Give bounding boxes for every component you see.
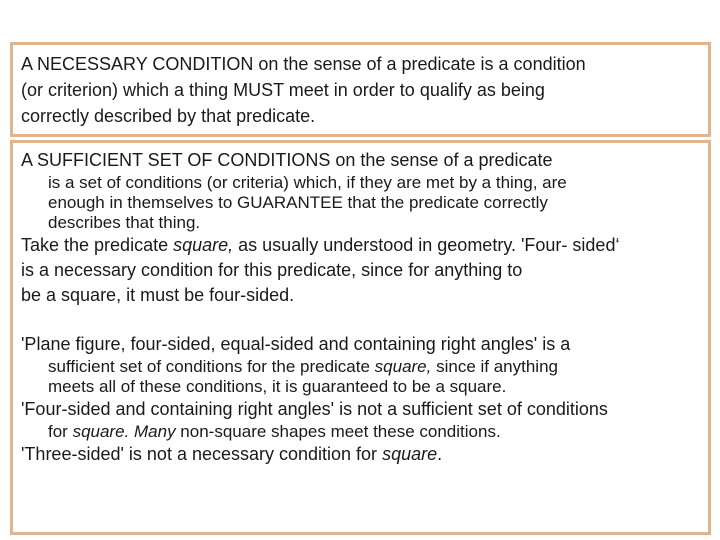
three-line-post: . [437, 444, 443, 464]
example-line-1-em: square, [173, 235, 234, 255]
necessary-line-1: A NECESSARY CONDITION on the sense of a predicate is a condition [21, 54, 586, 74]
four-line-2-pre: for [48, 422, 73, 441]
sufficient-conditions-box [10, 140, 711, 535]
three-line [21, 442, 700, 467]
three-line-pre: 'Three-sided' is not a necessary condition for [21, 444, 383, 464]
plane-line-2 [21, 357, 700, 377]
four-line-2 [21, 422, 700, 442]
sufficient-title: A SUFFICIENT SET OF CONDITIONS on the sense of a predicate [21, 150, 553, 170]
four-line-2-em2: Many [134, 422, 176, 441]
four-line-2-em1: square. [72, 422, 130, 441]
plane-line-2-em: square, [374, 357, 432, 376]
sufficient-def-line-2: enough in themselves to GUARANTEE that the predicate correctly [48, 193, 548, 212]
necessary-line-3: correctly described by that predicate. [21, 106, 316, 126]
four-line-1: 'Four-sided and containing right angles' is not a sufficient set of conditions [21, 399, 608, 419]
example-line-3: be a square, it must be four-sided. [21, 285, 295, 305]
example-line-1-pre: Take the predicate [21, 235, 174, 255]
three-line-em: square [382, 444, 438, 464]
paragraph-gap [21, 308, 700, 332]
sufficient-def-line-3: describes that thing. [48, 213, 201, 232]
plane-line-2-post: since if anything [431, 357, 558, 376]
example-line-1-post: as usually understood in geometry. 'Four- sided‘ [233, 235, 620, 255]
sufficient-def-line-1: is a set of conditions (or criteria) which, if they are met by a thing, are [48, 173, 567, 192]
necessary-condition-box [10, 42, 711, 137]
example-line-2: is a necessary condition for this predicate, since for anything to [21, 260, 523, 280]
example-line-1 [21, 233, 700, 258]
plane-line-1: 'Plane figure, four-sided, equal-sided and containing right angles' is a [21, 334, 571, 354]
four-line-2-post: non-square shapes meet these conditions. [175, 422, 501, 441]
plane-line-3: meets all of these conditions, it is guaranteed to be a square. [48, 377, 507, 396]
necessary-line-2: (or criterion) which a thing MUST meet in order to qualify as being [21, 80, 545, 100]
plane-line-2-pre: sufficient set of conditions for the predicate [48, 357, 375, 376]
